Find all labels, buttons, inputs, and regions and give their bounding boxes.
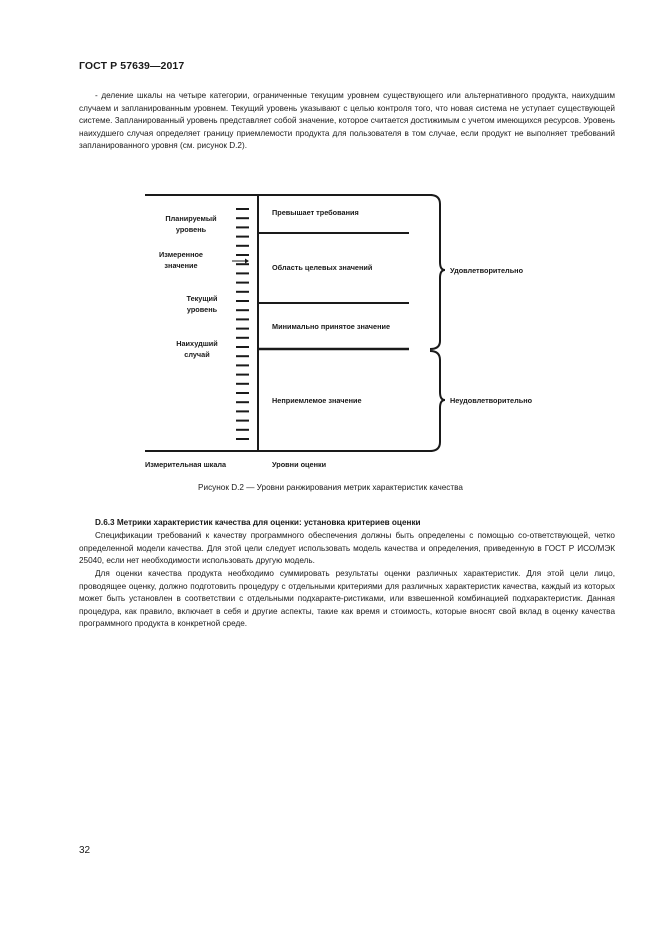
label-current-2: уровень — [186, 305, 218, 314]
label-worst-1: Наихудший — [176, 339, 218, 348]
zone-target: Область целевых значений — [272, 263, 373, 272]
figure-caption: Рисунок D.2 — Уровни ранжирования метрик характеристик качества — [198, 483, 463, 492]
zone-exceeds: Превышает требования — [272, 208, 359, 217]
label-current-1: Текущий — [186, 294, 218, 303]
label-planned-2: уровень — [175, 225, 207, 234]
label-unsatisfactory: Неудовлетворительно — [450, 396, 533, 405]
label-satisfactory: Удовлетворительно — [450, 266, 524, 275]
zone-unacceptable: Неприемлемое значение — [272, 396, 362, 405]
brace-satisfactory — [430, 195, 445, 349]
label-planned-1: Планируемый — [165, 214, 217, 223]
label-measurement-scale: Измерительная шкала — [145, 460, 227, 469]
document-header: ГОСТ Р 57639—2017 — [79, 60, 185, 72]
section-title: D.6.3 Метрики характеристик качества для оценки: установка критериев оценки — [95, 518, 421, 527]
paragraph-3 — [79, 568, 615, 631]
brace-unsatisfactory — [430, 351, 445, 451]
scale-ticks — [236, 209, 249, 439]
label-measured-2: значение — [164, 261, 198, 270]
paragraph-2 — [79, 530, 615, 568]
intro-paragraph-text: - деление шкалы на четыре категории, ограниченные текущим уровнем существующего или альтернативного продукта, наихудшим случаем и запланированным уровнем. Текущий уровень указывают с целью контроля того, что новая система не уступает существующей системе. Запланированный уровень представляет собой значение, которое считается достижимым с учетом имеющихся ресурсов. Уровень наихудшего случая определяет границу приемлемости продукта для пользователя в том случае, если продукт не выполняет требований запланированного уровня (см. рисунок D.2). — [79, 91, 615, 150]
label-worst-2: случай — [184, 350, 210, 359]
measured-arrow-head — [245, 259, 249, 264]
label-measured-1: Измеренное — [159, 250, 203, 259]
zone-min-acceptable: Минимально принятое значение — [272, 322, 391, 331]
paragraph-3-text: Для оценки качества продукта необходимо суммировать результаты оценки различных характеристик. Для этой цели лицо, проводящее оценку, должно подготовить процедуру с отдельными критериями для различных характеристик качества, каждый из которых может быть установлен в соответствии с отдельными подхаракте-ристиками, или взвешенной комбинацией подхарактеристик. Данная процедура, как правило, включает в себя и другие аспекты, такие как время и стоимость, которые вносят свой вклад в оценку качества программного продукта в конкретной среде. — [79, 569, 615, 628]
label-rating-levels: Уровни оценки — [272, 460, 327, 469]
page-number: 32 — [79, 845, 91, 856]
paragraph-2-text: Спецификации требований к качеству программного обеспечения должны быть определены с помощью со-ответствующей, четко определенной модели качества. Для этой цели следует использовать модель качества и определения, приведенную в ГОСТ Р ИСО/МЭК 25040, если нет необходимости использовать другую модель. — [79, 531, 615, 565]
